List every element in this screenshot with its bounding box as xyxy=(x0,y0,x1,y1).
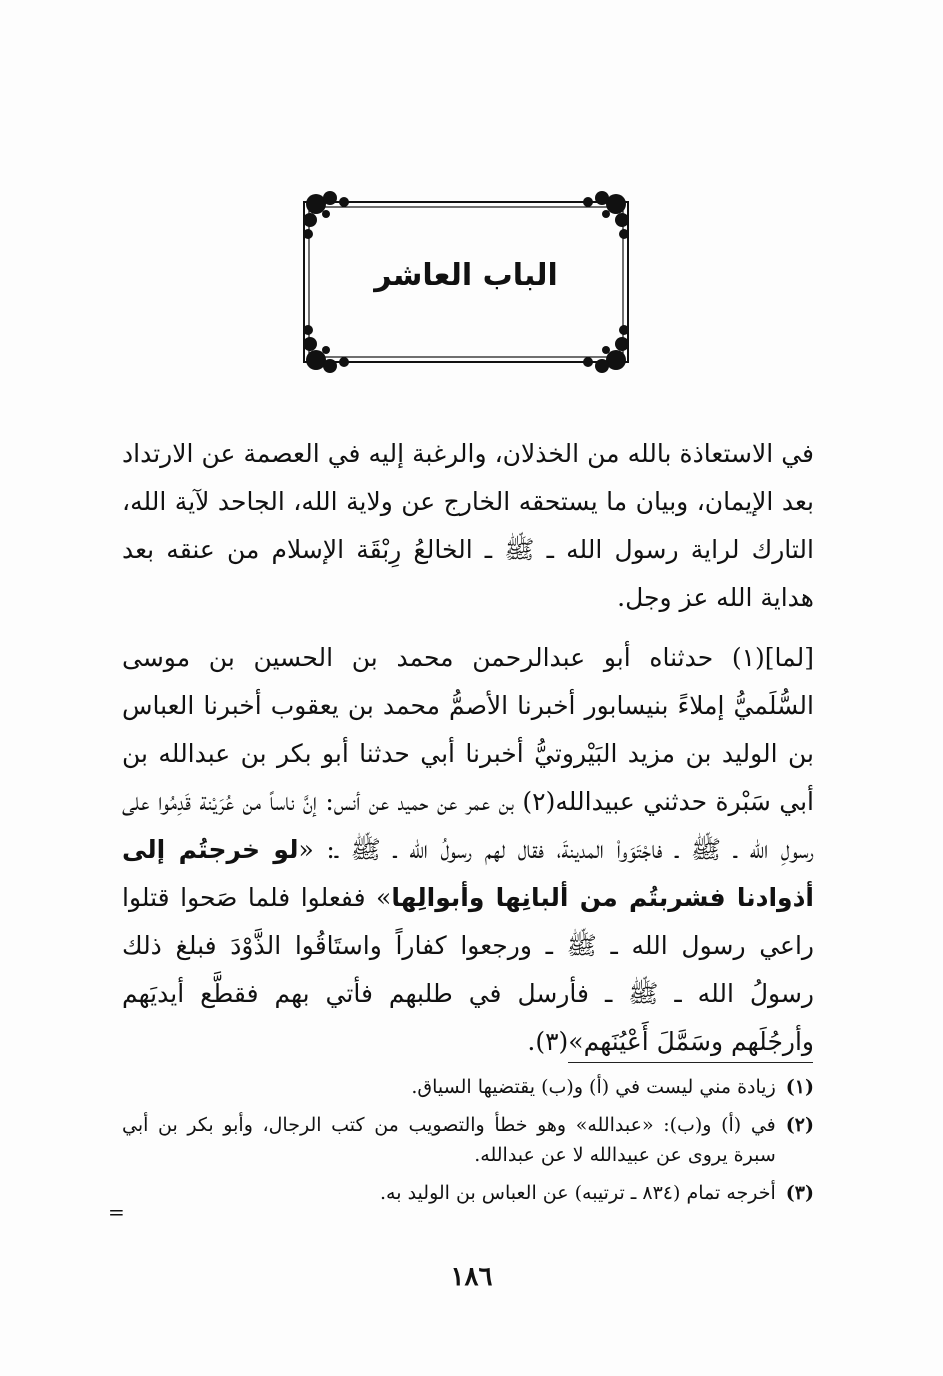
footnote-item xyxy=(122,1110,814,1170)
page-number: ١٨٦ xyxy=(450,1262,493,1292)
footnote-text: أخرجه تمام (٨٣٤ ـ ترتيبه) عن العباس بن الوليد به. xyxy=(380,1182,776,1204)
footnote-number: (١) xyxy=(785,1076,814,1098)
hadith-text-part2: » ففعلوا فلما صَحوا قتلوا راعي رسول الله ـ ﷺ ـ ورجعوا كفاراً واستَاقُوا الذَّوْدَ فبلغ ذلك رسولُ الله ـ ﷺ ـ فأرسل في طلبهم فأتي بهم فقطَّع أيديَهم وأرجُلَهم وسَمَّلَ أَعْيُنَهم»(٣). xyxy=(122,883,814,1056)
intro-paragraph: في الاستعاذة بالله من الخذلان، والرغبة إليه في العصمة عن الارتداد بعد الإيمان، وبيان ما يستحقه الخارج عن ولاية الله، الجاحد لآية الله، التارك لراية رسول الله ـ ﷺ ـ الخالعُ رِبْقَة الإسلام من عنقه بعد هداية الله عز وجل. xyxy=(122,439,814,612)
footnote-text: في (أ) و(ب): «عبدالله» وهو خطأ والتصويب من كتب الرجال، وأبو بكر بن أبي سبرة يروى عن عبيدالله لا عن عبدالله. xyxy=(122,1114,776,1166)
footnote-item xyxy=(122,1178,814,1208)
footnote-text: زيادة مني ليست في (أ) و(ب) يقتضيها السياق. xyxy=(411,1076,776,1098)
footnote-item xyxy=(122,1072,814,1102)
continuation-mark: = xyxy=(108,1200,125,1224)
hadith-quote: لو خرجتُم إلى أذوادنا فشربتُم من ألبانِها وأبوالِها xyxy=(122,835,814,912)
footnote-number: (٣) xyxy=(785,1182,814,1204)
footnotes xyxy=(122,1072,814,1216)
chapter-title: الباب العاشر xyxy=(374,258,558,293)
hadith-text-part1: [لما](١) حدثناه أبو عبدالرحمن محمد بن الحسين بن موسى السُّلَميُّ إملاءً بنيسابور أخبرنا الأصمُّ محمد بن يعقوب أخبرنا العباس بن الوليد بن مزيد البَيْروتيُّ أخبرنا أبي حدثنا أبو بكر بن عبدالله بن أبي سَبْرة حدثني عبيدالله(٢) بن عمر عن حميد عن أنس: إنَّ ناساً من عُرَيْنة قَدِمُوا على رسولِ الله ـ ﷺ ـ فاجْتَوَواْ المدينةَ، فقال لهم رسولُ الله ـ ﷺ ـ: « xyxy=(122,643,814,864)
corner-flourish-bottom-right xyxy=(583,325,629,373)
hadith-paragraph xyxy=(122,634,814,1066)
corner-flourish-top-right xyxy=(583,191,629,239)
corner-flourish-bottom-left xyxy=(303,325,349,373)
corner-flourish-top-left xyxy=(303,191,349,239)
footnote-separator xyxy=(568,1062,813,1063)
footnote-number: (٢) xyxy=(785,1114,814,1136)
chapter-title-frame xyxy=(298,188,634,376)
